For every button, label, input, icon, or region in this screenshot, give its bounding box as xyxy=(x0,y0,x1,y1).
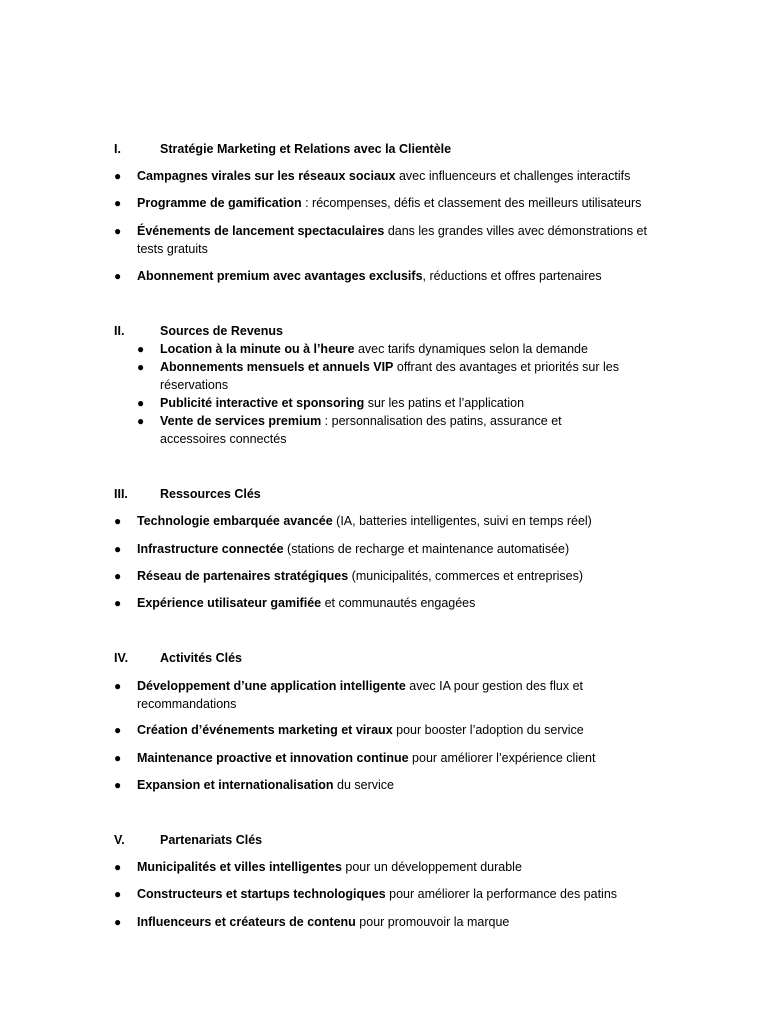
section-title: Partenariats Clés xyxy=(160,833,263,847)
section-title: Ressources Clés xyxy=(160,487,261,501)
item-text: pour booster l’adoption du service xyxy=(392,723,584,737)
item-text: offrant des avantages et priorités sur les réservations xyxy=(160,360,619,392)
item-text: : personnalisation des patins, assurance et accessoires connectés xyxy=(160,414,562,446)
item-text: sur les patins et l’application xyxy=(364,396,525,410)
section-number: III. xyxy=(114,487,128,501)
item-text: et communautés engagées xyxy=(321,596,476,610)
item-bold: Technologie embarquée avancée xyxy=(137,514,333,528)
item-bold: Infrastructure connectée xyxy=(137,542,284,556)
bullet-icon: ● xyxy=(114,860,122,874)
item-text: pour améliorer la performance des patins xyxy=(385,887,618,901)
item-bold: Développement d’une application intelligente xyxy=(137,679,406,693)
item-text: avec influenceurs et challenges interactifs xyxy=(395,169,631,183)
section-heading xyxy=(114,485,261,503)
item-text: du service xyxy=(333,778,395,792)
item-text: dans les grandes villes avec démonstrations et tests gratuits xyxy=(137,224,647,256)
bullet-icon: ● xyxy=(114,723,122,737)
item-bold: Campagnes virales sur les réseaux sociaux xyxy=(137,169,396,183)
section-title: Stratégie Marketing et Relations avec la Clientèle xyxy=(160,142,452,156)
item-text: (municipalités, commerces et entreprises) xyxy=(348,569,583,583)
item-text: avec tarifs dynamiques selon la demande xyxy=(354,342,588,356)
bullet-icon: ● xyxy=(114,887,122,901)
bullet-icon: ● xyxy=(114,915,122,929)
item-bold: Municipalités et villes intelligentes xyxy=(137,860,342,874)
bullet-icon: ● xyxy=(137,342,145,356)
item-bold: Abonnement premium avec avantages exclusifs xyxy=(137,269,423,283)
bullet-icon: ● xyxy=(114,569,122,583)
item-bold: Constructeurs et startups technologiques xyxy=(137,887,386,901)
item-bold: Maintenance proactive et innovation continue xyxy=(137,751,409,765)
bullet-icon: ● xyxy=(114,196,122,210)
bullet-icon: ● xyxy=(114,224,122,238)
bullet-icon: ● xyxy=(114,269,122,283)
section-heading xyxy=(114,831,262,849)
section-heading xyxy=(114,322,283,340)
section-number: II. xyxy=(114,324,125,338)
section-number: I. xyxy=(114,142,121,156)
item-bold: Création d’événements marketing et viraux xyxy=(137,723,393,737)
section-heading xyxy=(114,649,242,667)
bullet-icon: ● xyxy=(114,679,122,693)
item-bold: Publicité interactive et sponsoring xyxy=(160,396,365,410)
section-number: IV. xyxy=(114,651,129,665)
item-text: avec IA pour gestion des flux et recommandations xyxy=(137,679,583,711)
bullet-icon: ● xyxy=(137,360,145,374)
bullet-icon: ● xyxy=(137,396,145,410)
item-bold: Abonnements mensuels et annuels VIP xyxy=(160,360,394,374)
section-title: Activités Clés xyxy=(160,651,242,665)
bullet-icon: ● xyxy=(114,751,122,765)
item-bold: Influenceurs et créateurs de contenu xyxy=(137,915,356,929)
bullet-icon: ● xyxy=(114,514,122,528)
bullet-icon: ● xyxy=(114,542,122,556)
section-number: V. xyxy=(114,833,125,847)
item-text: (IA, batteries intelligentes, suivi en temps réel) xyxy=(332,514,592,528)
item-bold: Réseau de partenaires stratégiques xyxy=(137,569,349,583)
item-bold: Expansion et internationalisation xyxy=(137,778,334,792)
bullet-icon: ● xyxy=(114,169,122,183)
item-text: pour promouvoir la marque xyxy=(355,915,510,929)
item-bold: Vente de services premium xyxy=(160,414,322,428)
item-text: pour un développement durable xyxy=(341,860,522,874)
item-bold: Événements de lancement spectaculaires xyxy=(137,224,385,238)
item-bold: Location à la minute ou à l’heure xyxy=(160,342,355,356)
bullet-icon: ● xyxy=(114,596,122,610)
bullet-icon: ● xyxy=(114,778,122,792)
item-text: , réductions et offres partenaires xyxy=(422,269,602,283)
item-bold: Expérience utilisateur gamifiée xyxy=(137,596,322,610)
item-text: (stations de recharge et maintenance automatisée) xyxy=(283,542,570,556)
item-bold: Programme de gamification xyxy=(137,196,302,210)
section-title: Sources de Revenus xyxy=(160,324,283,338)
item-text: pour améliorer l’expérience client xyxy=(408,751,596,765)
section-heading xyxy=(114,140,451,158)
bullet-icon: ● xyxy=(137,414,145,428)
item-text: : récompenses, défis et classement des meilleurs utilisateurs xyxy=(301,196,642,210)
